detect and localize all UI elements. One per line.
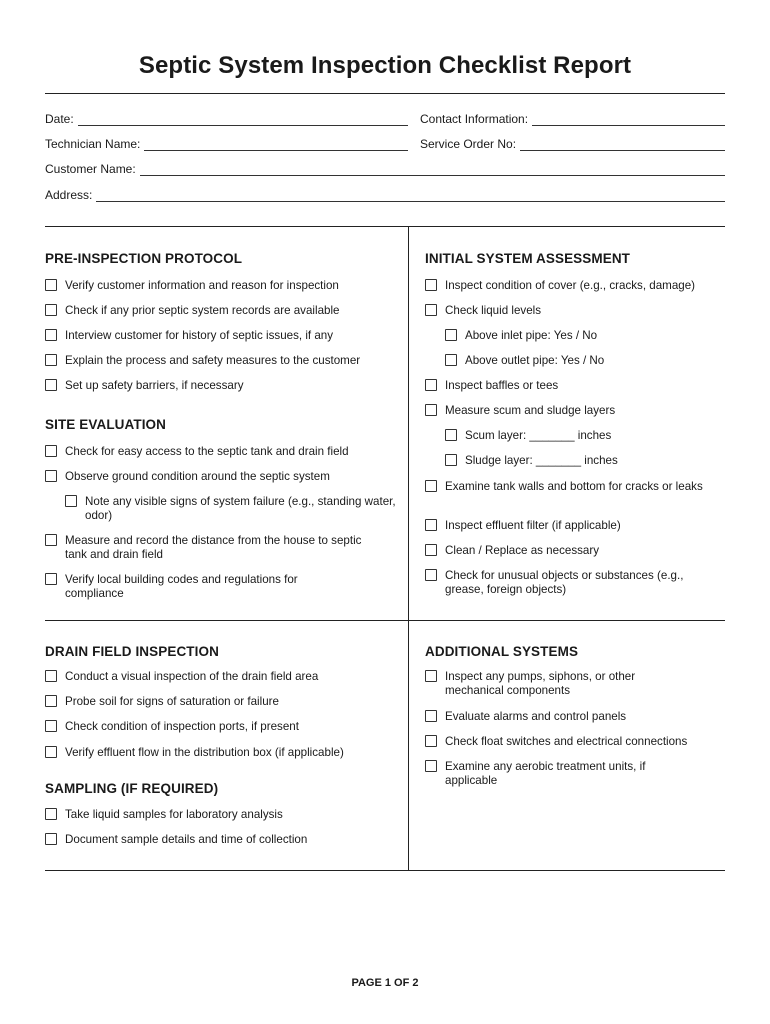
checkbox[interactable] bbox=[445, 354, 457, 366]
checkbox[interactable] bbox=[425, 670, 437, 682]
checklist-item-label: Interview customer for history of septic issues, if any bbox=[65, 329, 334, 342]
checkbox[interactable] bbox=[45, 379, 57, 391]
checklist-item[interactable] bbox=[45, 670, 400, 684]
checklist-item[interactable] bbox=[425, 379, 725, 393]
grid-middle-rule bbox=[45, 620, 725, 621]
date-field[interactable] bbox=[45, 106, 408, 126]
checklist-item-label: Examine tank walls and bottom for cracks or leaks bbox=[445, 480, 703, 493]
pre-inspection-heading: PRE-INSPECTION PROTOCOL bbox=[45, 251, 243, 266]
checklist-item-label: Check float switches and electrical connections bbox=[445, 735, 688, 748]
checklist-item-label: Take liquid samples for laboratory analysis bbox=[65, 808, 283, 821]
checkbox[interactable] bbox=[445, 329, 457, 341]
checkbox[interactable] bbox=[445, 454, 457, 466]
checkbox[interactable] bbox=[45, 354, 57, 366]
grid-top-rule bbox=[45, 226, 725, 227]
checkbox[interactable] bbox=[425, 480, 437, 492]
checklist-subitem[interactable] bbox=[445, 454, 725, 468]
checklist-item-label: Check for unusual objects or substances (e.g., grease, foreign objects) bbox=[445, 569, 684, 596]
checkbox[interactable] bbox=[45, 534, 57, 546]
checklist-item-label: Sludge layer: _______ inches bbox=[465, 454, 618, 467]
checklist-item[interactable] bbox=[425, 404, 725, 418]
checklist-subitem[interactable] bbox=[445, 329, 725, 343]
checkbox[interactable] bbox=[425, 404, 437, 416]
checklist-item-label: Inspect effluent filter (if applicable) bbox=[445, 519, 621, 532]
checkbox[interactable] bbox=[45, 329, 57, 341]
checklist-item-label: Examine any aerobic treatment units, if applicable bbox=[445, 760, 646, 787]
checkbox[interactable] bbox=[45, 304, 57, 316]
checkbox[interactable] bbox=[45, 279, 57, 291]
checklist-item-label: Check for easy access to the septic tank and drain field bbox=[65, 445, 349, 458]
checklist-item-label: Explain the process and safety measures to the customer bbox=[65, 354, 361, 367]
checkbox[interactable] bbox=[425, 379, 437, 391]
checklist-item[interactable] bbox=[45, 534, 385, 562]
page-title: Septic System Inspection Checklist Report bbox=[138, 52, 632, 79]
checklist-item[interactable] bbox=[45, 354, 400, 368]
checkbox[interactable] bbox=[425, 710, 437, 722]
customer-input-line[interactable] bbox=[140, 161, 725, 176]
checklist-item[interactable] bbox=[45, 379, 400, 393]
contact-field[interactable] bbox=[420, 106, 725, 126]
grid-bottom-rule bbox=[45, 870, 725, 871]
service-order-field[interactable] bbox=[420, 131, 725, 151]
checklist-item[interactable] bbox=[425, 544, 725, 558]
checklist-item-label: Set up safety barriers, if necessary bbox=[65, 379, 244, 392]
checklist-item-label: Scum layer: _______ inches bbox=[465, 429, 612, 442]
checklist-item[interactable] bbox=[425, 519, 725, 533]
contact-input-line[interactable] bbox=[532, 111, 725, 126]
technician-label: Technician Name: bbox=[45, 137, 141, 151]
drain-field-heading: DRAIN FIELD INSPECTION bbox=[45, 644, 219, 659]
checklist-item-label: Above outlet pipe: Yes / No bbox=[465, 354, 605, 367]
technician-field[interactable] bbox=[45, 131, 408, 151]
checklist-item-label: Check condition of inspection ports, if present bbox=[65, 720, 299, 733]
contact-label: Contact Information: bbox=[420, 112, 529, 126]
checklist-item[interactable] bbox=[425, 760, 700, 788]
checkbox[interactable] bbox=[45, 833, 57, 845]
checklist-item-label: Note any visible signs of system failure (e.g., standing water, odor) bbox=[85, 495, 396, 522]
checklist-item[interactable] bbox=[45, 720, 400, 734]
checkbox[interactable] bbox=[45, 573, 57, 585]
checkbox[interactable] bbox=[425, 760, 437, 772]
checklist-item[interactable] bbox=[425, 279, 725, 293]
customer-label: Customer Name: bbox=[45, 162, 136, 176]
checklist-item[interactable] bbox=[45, 833, 400, 847]
checklist-subitem[interactable] bbox=[65, 495, 400, 523]
checklist-item[interactable] bbox=[425, 670, 695, 698]
checkbox[interactable] bbox=[45, 445, 57, 457]
checkbox[interactable] bbox=[45, 720, 57, 732]
checkbox[interactable] bbox=[45, 746, 57, 758]
checklist-item-label: Verify customer information and reason for inspection bbox=[65, 279, 339, 292]
checklist-item[interactable] bbox=[45, 470, 400, 484]
checklist-item-label: Above inlet pipe: Yes / No bbox=[465, 329, 598, 342]
checklist-item-label: Observe ground condition around the septic system bbox=[65, 470, 330, 483]
checklist-item-label: Verify local building codes and regulations for compliance bbox=[65, 573, 298, 600]
technician-input-line[interactable] bbox=[144, 136, 408, 151]
date-input-line[interactable] bbox=[78, 111, 408, 126]
checkbox[interactable] bbox=[445, 429, 457, 441]
checklist-item-label: Check if any prior septic system records are available bbox=[65, 304, 340, 317]
initial-assessment-heading: INITIAL SYSTEM ASSESSMENT bbox=[425, 251, 631, 266]
checklist-subitem[interactable] bbox=[445, 429, 725, 443]
site-evaluation-heading: SITE EVALUATION bbox=[45, 417, 167, 432]
checklist-item[interactable] bbox=[425, 304, 725, 318]
checklist-item[interactable] bbox=[45, 808, 400, 822]
checklist-item[interactable] bbox=[425, 480, 715, 494]
customer-field[interactable] bbox=[45, 156, 725, 176]
checkbox[interactable] bbox=[425, 279, 437, 291]
address-field[interactable] bbox=[45, 182, 725, 202]
checkbox[interactable] bbox=[425, 304, 437, 316]
checklist-item[interactable] bbox=[425, 735, 725, 749]
checklist-item-label: Check liquid levels bbox=[445, 304, 542, 317]
checkbox[interactable] bbox=[45, 670, 57, 682]
checkbox[interactable] bbox=[425, 735, 437, 747]
checklist-item[interactable] bbox=[45, 329, 400, 343]
checklist-item-label: Inspect condition of cover (e.g., cracks, damage) bbox=[445, 279, 696, 292]
checklist-item-label: Evaluate alarms and control panels bbox=[445, 710, 627, 723]
sampling-heading: SAMPLING (IF REQUIRED) bbox=[45, 781, 219, 796]
title-divider bbox=[45, 93, 725, 94]
checkbox[interactable] bbox=[45, 808, 57, 820]
grid-vertical-divider bbox=[408, 226, 409, 870]
checklist-item[interactable] bbox=[45, 573, 355, 601]
page-number: PAGE 1 OF 2 bbox=[351, 977, 419, 989]
checklist-item-label: Inspect any pumps, siphons, or other mechanical components bbox=[445, 670, 636, 697]
service-order-label: Service Order No: bbox=[420, 137, 517, 151]
checklist-item[interactable] bbox=[45, 746, 405, 760]
address-input-line[interactable] bbox=[96, 187, 725, 202]
checklist-item[interactable] bbox=[425, 710, 725, 724]
address-label: Address: bbox=[45, 188, 93, 202]
checklist-item-label: Probe soil for signs of saturation or failure bbox=[65, 695, 279, 708]
checklist-item-label: Conduct a visual inspection of the drain field area bbox=[65, 670, 319, 683]
checklist-item-label: Inspect baffles or tees bbox=[445, 379, 559, 392]
checklist-item-label: Clean / Replace as necessary bbox=[445, 544, 600, 557]
checklist-item-label: Measure scum and sludge layers bbox=[445, 404, 616, 417]
checkbox[interactable] bbox=[65, 495, 77, 507]
checklist-item-label: Verify effluent flow in the distribution box (if applicable) bbox=[65, 746, 344, 759]
service-order-input-line[interactable] bbox=[520, 136, 725, 151]
date-label: Date: bbox=[45, 112, 74, 126]
checklist-item[interactable] bbox=[45, 695, 400, 709]
checkbox[interactable] bbox=[425, 544, 437, 556]
checklist-item-label: Document sample details and time of collection bbox=[65, 833, 308, 846]
additional-systems-heading: ADDITIONAL SYSTEMS bbox=[425, 644, 579, 659]
checklist-item-label: Measure and record the distance from the house to septic tank and drain field bbox=[65, 534, 362, 561]
checklist-item[interactable] bbox=[425, 569, 725, 597]
checklist-item[interactable] bbox=[45, 304, 400, 318]
checklist-subitem[interactable] bbox=[445, 354, 725, 368]
checklist-item[interactable] bbox=[45, 445, 400, 459]
checklist-item[interactable] bbox=[45, 279, 400, 293]
checkbox[interactable] bbox=[45, 470, 57, 482]
checkbox[interactable] bbox=[45, 695, 57, 707]
checkbox[interactable] bbox=[425, 569, 437, 581]
checkbox[interactable] bbox=[425, 519, 437, 531]
